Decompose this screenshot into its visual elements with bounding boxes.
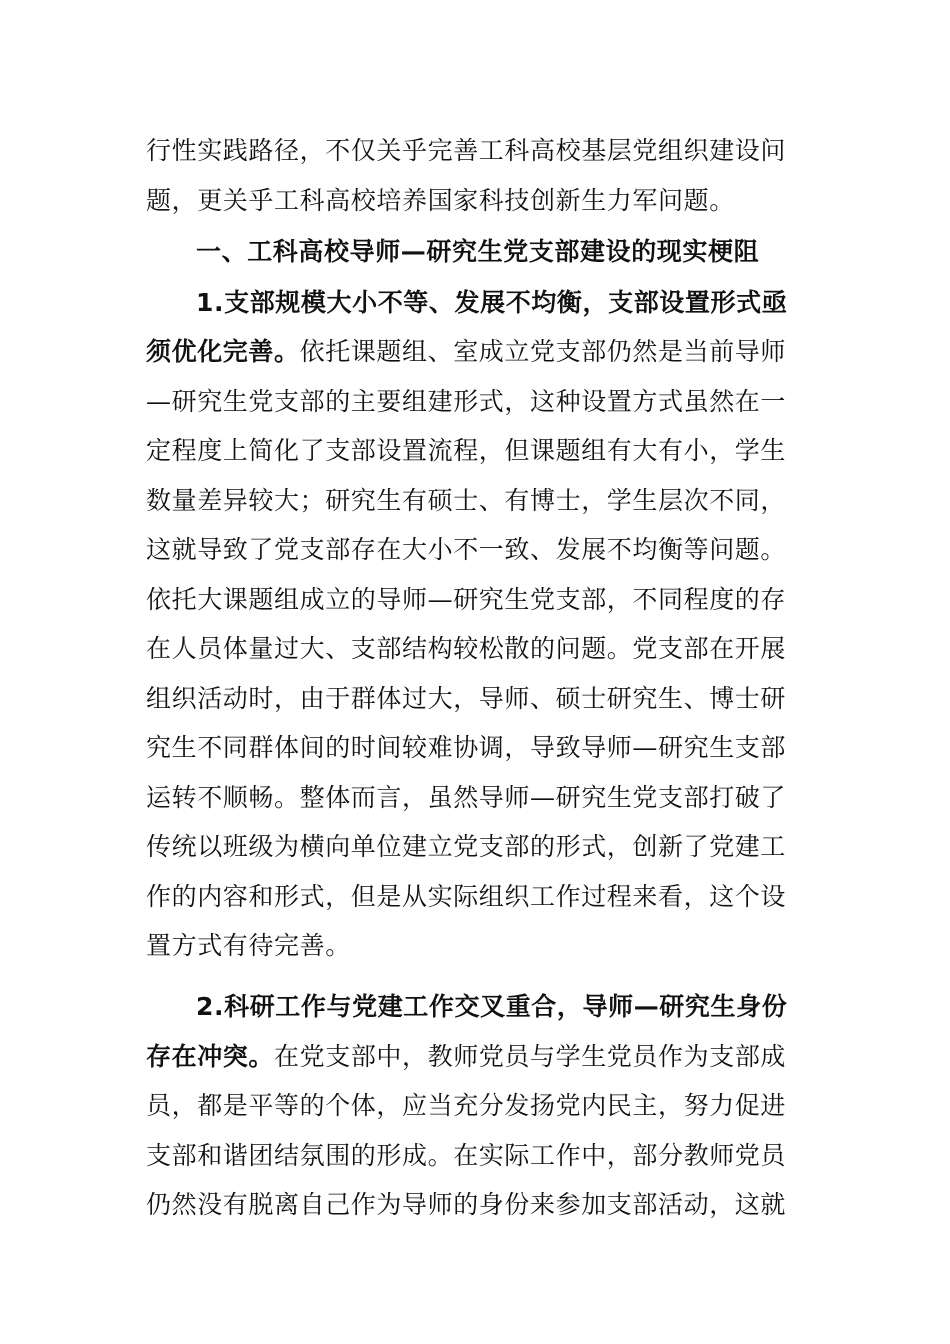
- paragraph-line: 题，更关乎工科高校培养国家科技创新生力军问题。: [146, 186, 735, 215]
- paragraph-line: 组织活动时，由于群体过大，导师、硕士研究生、博士研: [146, 684, 787, 713]
- point-1-heading: 1.支部规模大小不等、发展不均衡，支部设置形式亟: [196, 288, 788, 317]
- paragraph-text: 在党支部中，教师党员与学生党员作为支部成: [274, 1042, 787, 1071]
- paragraph-line: 行性实践路径，不仅关乎完善工科高校基层党组织建设问: [146, 136, 787, 165]
- paragraph-line: 在人员体量过大、支部结构较松散的问题。党支部在开展: [146, 634, 787, 663]
- paragraph-line: 员，都是平等的个体，应当充分发扬党内民主，努力促进: [146, 1091, 787, 1120]
- paragraph-line: 作的内容和形式，但是从实际组织工作过程来看，这个设: [146, 882, 787, 911]
- paragraph-line: 定程度上简化了支部设置流程，但课题组有大有小，学生: [146, 436, 787, 465]
- paragraph-text: 依托课题组、室成立党支部仍然是当前导师: [299, 337, 787, 366]
- paragraph-line: [146, 1041, 786, 1073]
- point-2-heading: 2.科研工作与党建工作交叉重合，导师—研究生身份: [196, 992, 788, 1021]
- point-1-heading-end: 须优化完善。: [146, 337, 300, 366]
- paragraph-line: 数量差异较大；研究生有硕士、有博士，学生层次不同，: [146, 486, 787, 515]
- paragraph-line: 仍然没有脱离自己作为导师的身份来参加支部活动，这就: [146, 1190, 787, 1219]
- paragraph-line: 究生不同群体间的时间较难协调，导致导师—研究生支部: [146, 733, 787, 762]
- paragraph-line: [146, 336, 786, 368]
- paragraph-line: 这就导致了党支部存在大小不一致、发展不均衡等问题。: [146, 535, 787, 564]
- paragraph-line: 支部和谐团结氛围的形成。在实际工作中，部分教师党员: [146, 1141, 787, 1170]
- paragraph-line: 依托大课题组成立的导师—研究生党支部，不同程度的存: [146, 585, 787, 614]
- paragraph-line: 置方式有待完善。: [146, 931, 351, 960]
- point-2-heading-end: 存在冲突。: [146, 1042, 275, 1071]
- paragraph-line: 运转不顺畅。整体而言，虽然导师—研究生党支部打破了: [146, 783, 787, 812]
- paragraph-line: 传统以班级为横向单位建立党支部的形式，创新了党建工: [146, 832, 787, 861]
- paragraph-line: —研究生党支部的主要组建形式，这种设置方式虽然在一: [146, 387, 787, 416]
- section-heading: 一、工科高校导师—研究生党支部建设的现实梗阻: [196, 237, 760, 266]
